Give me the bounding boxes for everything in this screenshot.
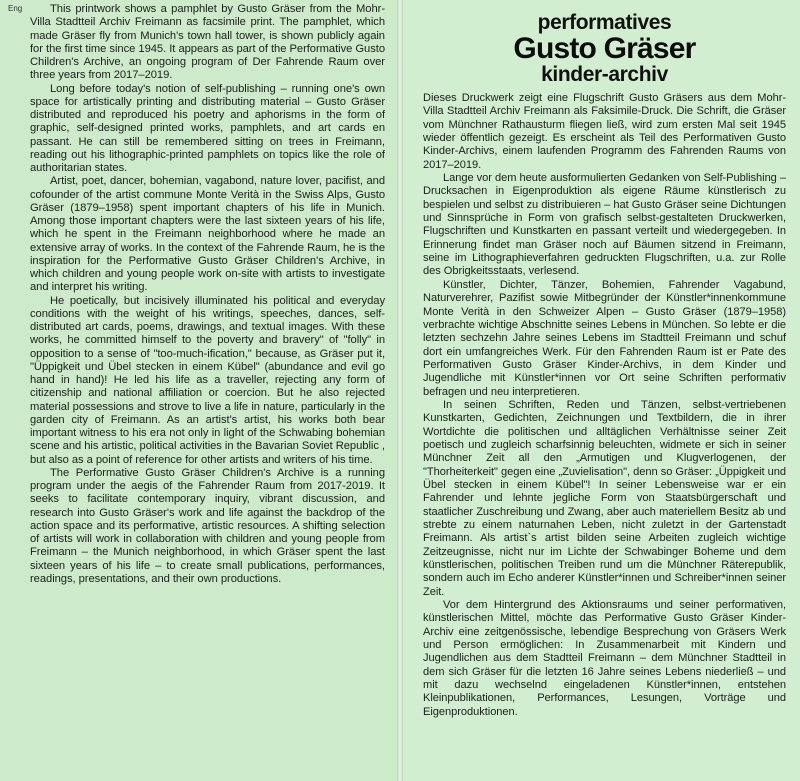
paragraph: This printwork shows a pamphlet by Gusto Gräser from the Mohr-Villa Stadtteil Archiv Freimann as facsimile print. The pamphlet, which made Gräser fly from Munich's town hall tower, is shown publicly again for the first time since 1945. It appears as part of the Performative Gusto Children's Archive, an ongoing program of Der Fahrende Raum over three years from 2017–2019.: [30, 3, 385, 82]
german-text-column: [423, 92, 786, 719]
paragraph: Artist, poet, dancer, bohemian, vagabond, nature lover, pacifist, and cofounder of the artist commune Monte Verità in the Swiss Alps, Gusto Gräser (1879–1958) spent important chapters of his life in Munich. Among those important chapters were the last sixteen years of his life, which he spent in the Freimann neighborhood where he made an extensive array of works. In the context of the Fahrende Raum, he is the inspiration for the Performative Gusto Gräser Children's Archive, in which children and young people work on-site with artists to investigate and interpret his writing.: [30, 175, 385, 294]
left-page-english: [0, 0, 397, 781]
paragraph: He poetically, but incisively illuminated his political and everyday conditions with the weight of his writings, speeches, dances, self-distributed art cards, poems, drawings, and textual images. With these works, he committed himself to the poverty and bravery" of "folly" in opposition to a sense of "too-much-ification," because, as Gräser put it, "Üppigkeit und Übel stecken in einem Kübel" (abundance and evil go hand in hand)! He led his life as a traveller, rejecting any form of citizenship and national affiliation or coercion. But he also rejected material possessions and strove to live a life in nature, particularly in the garden city of Freimann. As an artist's artist, his works both bear important witness to his era not only in light of the Schwabing bohemian scene and his artistic, political activities in the Bavarian Soviet Republic , but also as a point of reference for other artists and writers of his time.: [30, 294, 385, 466]
paragraph: Dieses Druckwerk zeigt eine Flugschrift Gusto Gräsers aus dem Mohr-Villa Stadtteil Archiv Freimann als Faksimile-Druck. Die Schrift, die Gräser vom Münchner Rathausturm fliegen ließ, wird zum ersten Mal seit 1945 wieder öffentlich gezeigt. Es erscheint als Teil des Performativen Gusto Kinder-Archivs, einem laufenden Programm des Fahrenden Raums von 2017–2019.: [423, 92, 786, 171]
title-line-kinder-archiv: kinder-archiv: [541, 63, 668, 86]
language-tag: Eng: [8, 4, 23, 13]
paragraph: In seinen Schriften, Reden und Tänzen, selbst-vertriebenen Kunstkarten, Gedichten, Zeichnungen und Textbildern, die in ihrer Wortdichte die politischen und alltäglichen Verhältnisse seiner Zeit poetisch und zugleich scharfsinnig beleuchten, widmete er sich in seiner Münchner Zeit all den „Armutigen und Klugverlogenen, der "Thorheiterkeit" gegen eine „Zuvielisation", denn so Gräser: „Üppigkeit und Übel stecken in einem Kübel"! In seiner Lebensweise war er ein Fahrender und lehnte jegliche Form von Staatsbürgerschaft und staatlicher Zuschreibung und Zwang, aber auch materiellem Besitz ab und strebte zu einem naturnahen Leben, nicht zuletzt in der Gartenstadt Freimann. Als artist`s artist bilden seine Arbeiten zugleich wichtige Zeitzeugnisse, nicht nur im Lichte der Schwabinger Boheme und dem künstlerischen, politischen Treiben rund um die Münchner Räterepublik, sondern auch im Echo anderer Künstler*innen und Schreiber*innen seiner Zeit.: [423, 398, 786, 598]
title-line-gusto-graeser: Gusto Gräser: [513, 32, 696, 65]
paragraph: The Performative Gusto Gräser Children's Archive is a running program under the aegis of the Fahrender Raum from 2017-2019. It seeks to facilitate contemporary inquiry, vibrant discussion, and research into Gusto Gräser's work and life against the backdrop of the action space and its performative, artistic resources. A shifting selection of artists will work in collaboration with children and young people from Freimann – the Munich neighborhood, in which Gräser spent the last sixteen years of his life – to create small publications, performances, readings, presentations, and their own productions.: [30, 466, 385, 585]
right-page-german: [403, 0, 800, 781]
paragraph: Künstler, Dichter, Tänzer, Bohemien, Fahrender Vagabund, Naturverehrer, Pazifist sowie Mitbegründer der Künstler*innenkommune Monte Verità in den Schweizer Alpen – Gusto Gräser (1879–1958) verbrachte wichtige Abschnitte seines Lebens in München. So lebte er die letzten sechzehn Jahre seines Lebens im Stadtteil Freimann und schuf dort ein umfangreiches Werk. Für den Fahrenden Raum ist er Pate des Performativen Gusto Gräser Kinder-Archivs, in dem Kinder und Jugendliche mit Künstler*innen vor Ort seine Schriften performativ befragen und neu interpretieren.: [423, 278, 786, 398]
title-line-performatives: performatives: [537, 11, 672, 34]
paragraph: Vor dem Hintergrund des Aktionsraums und seiner performativen, künstlerischen Mittel, möchte das Performative Gusto Gräser Kinder-Archiv eine zeitgenössische, lebendige Besprechung von Gräsers Werk und Person ermöglichen: In Zusammenarbeit mit Kindern und Jugendlichen aus dem Stadtteil Freimann – dem Münchner Stadtteil in dem sich Gräser für die letzten 16 Jahre seines Lebens niederließ – und mit dazu wechselnd eingeladenen Künstler*innen, entstehen Kleinpublikationen, Performances, Lesungen, Vorträge und Eigenproduktionen.: [423, 599, 786, 718]
page-title: [423, 12, 786, 86]
paragraph: Lange vor dem heute ausformulierten Gedanken von Self-Publishing – Drucksachen in Eigenproduktion als eigene Räume künstlerisch zu bespielen und selbst zu distribuieren – hat Gusto Gräser seine Dichtungen und Sinnsprüche in Form von grafisch selbst-gestalteten Druckwerken, Flugschriften und Kunstkarten en passant verteilt und wiedergegeben. In Erinnerung findet man Gräser noch auf Bäumen sitzend in Freimann, seine im Lithographieverfahren gedruckten Flugschriften, u.a. zur Rolle des Obrigkeitsstaats, verlesend.: [423, 172, 786, 278]
english-text-column: [30, 3, 385, 586]
paragraph: Long before today's notion of self-publishing – running one's own space for artistically printing and distributing material – Gusto Gräser distributed and reproduced his poetry and aphorisms in the form of graphic, self-designed printed works, pamphlets, and art cards en passant. He can still be remembered sitting on trees in Freimann, reading out his lithographic-printed pamphlets on topics like the role of authoritarian states.: [30, 82, 385, 174]
